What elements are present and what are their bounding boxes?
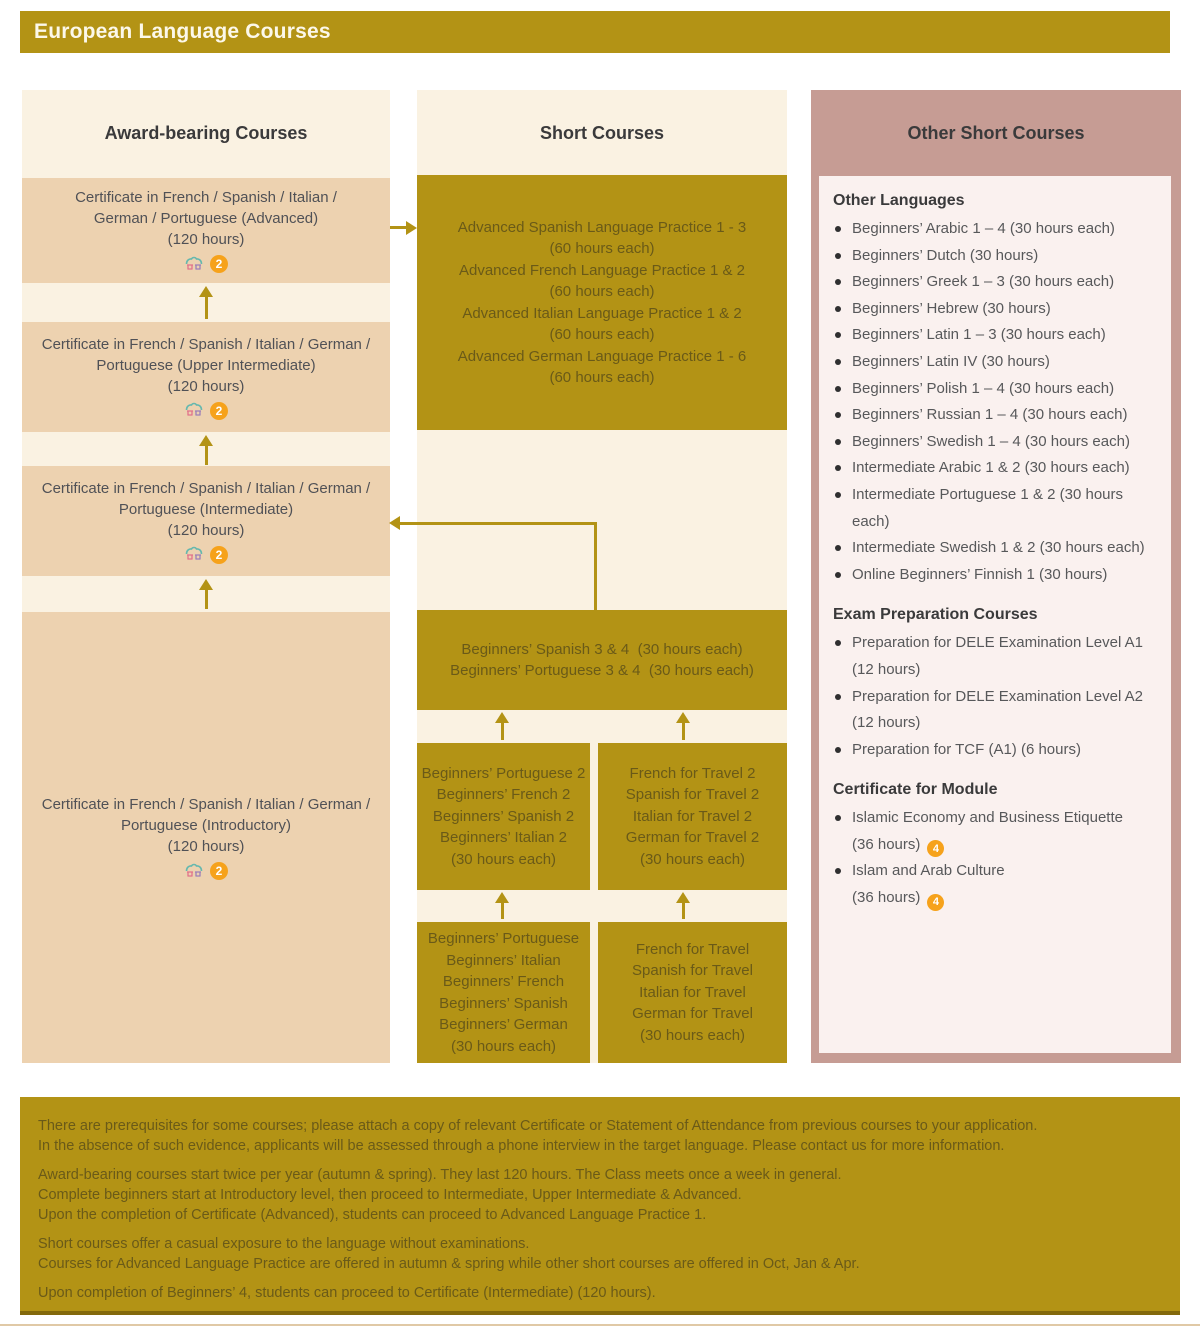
- list-item: [833, 630, 1161, 683]
- bullet-icon: [835, 386, 841, 392]
- icon-row: [184, 545, 228, 565]
- course-line: French for Travel 2: [629, 764, 756, 782]
- certificate-line: German / Portuguese (Advanced): [93, 210, 319, 227]
- course-line: Advanced French Language Practice 1 & 2: [458, 261, 746, 279]
- list-item: [833, 269, 1161, 296]
- count-badge: 2: [210, 546, 228, 564]
- bullet-icon: [835, 815, 841, 821]
- course-line: Beginners’ German: [439, 1016, 568, 1033]
- list-item-subtext: (12 hours): [852, 714, 921, 732]
- certificate-line: (120 hours): [167, 521, 245, 539]
- course-line: French for Travel: [635, 940, 750, 958]
- course-line: Beginners’ Italian: [446, 951, 561, 969]
- certificate-introductory-box: [22, 612, 390, 1063]
- course-line: Spanish for Travel 2: [625, 786, 760, 804]
- note-line: In the absence of such evidence, applicants will be assessed through a phone interview in the target language. Please contact us for more information.: [38, 1138, 1005, 1154]
- bullet-icon: [835, 640, 841, 646]
- note-line: Courses for Advanced Language Practice are offered in autumn & spring while other short courses are offered in Oct, Jan & Apr.: [38, 1256, 860, 1272]
- beginners-level2-box: [417, 743, 590, 890]
- note-paragraph: [38, 1116, 1162, 1156]
- list-item-text: Beginners’ Hebrew (30 hours): [852, 299, 1051, 317]
- section-heading-other-languages: Other Languages: [833, 192, 965, 209]
- school-icon: [184, 546, 204, 563]
- list-item: [833, 376, 1161, 403]
- up-arrow-icon: [199, 286, 213, 319]
- page-title: European Language Courses: [20, 11, 1170, 53]
- list-item-text: Preparation for DELE Examination Level A2: [852, 687, 1143, 705]
- course-line: (30 hours each): [639, 850, 746, 868]
- course-line: Advanced Italian Language Practice 1 & 2: [462, 304, 742, 322]
- list-item-text: Preparation for DELE Examination Level A1: [852, 634, 1143, 652]
- note-line: Short courses offer a casual exposure to the language without examinations.: [38, 1236, 530, 1252]
- course-line: (60 hours each): [549, 283, 655, 300]
- up-arrow-icon: [199, 579, 213, 609]
- note-paragraph: [38, 1165, 1162, 1225]
- icon-row: [184, 401, 228, 421]
- connector-line: [594, 523, 597, 610]
- list-item-subtext: (12 hours): [852, 660, 921, 678]
- icon-row: [184, 254, 228, 274]
- school-icon: [184, 256, 204, 273]
- course-line: Italian for Travel 2: [632, 807, 753, 825]
- list-item: [833, 322, 1161, 349]
- list-item-subtext: (36 hours): [852, 835, 921, 853]
- list-item: [833, 684, 1161, 737]
- other-courses-panel: [819, 176, 1171, 1053]
- course-line: Italian for Travel: [639, 983, 746, 1001]
- course-line: Beginners’ Italian 2: [439, 829, 568, 847]
- list-item: [833, 349, 1161, 376]
- note-paragraph: [38, 1234, 1162, 1274]
- certificate-line: (120 hours): [167, 377, 245, 395]
- list-item-text: Beginners’ Polish 1 – 4 (30 hours each): [852, 379, 1115, 397]
- list-item: [833, 737, 1161, 764]
- certificate-upper-intermediate-box: [22, 322, 390, 432]
- school-icon: [184, 863, 204, 880]
- course-line: German for Travel: [632, 1005, 753, 1023]
- bullet-icon: [835, 306, 841, 312]
- list-item: [833, 562, 1161, 589]
- connector-line: [399, 522, 597, 525]
- list-item-text: Intermediate Portuguese 1 & 2 (30 hours each): [852, 485, 1123, 530]
- certificate-line: Portuguese (Intermediate): [118, 500, 294, 518]
- bullet-icon: [835, 545, 841, 551]
- exam-prep-list: [833, 630, 1161, 763]
- list-item-text: Beginners’ Dutch (30 hours): [852, 246, 1039, 264]
- bullet-icon: [835, 465, 841, 471]
- list-item: [833, 296, 1161, 323]
- travel-level1-box: [598, 922, 787, 1063]
- list-item: [833, 482, 1161, 535]
- count-badge: 2: [210, 255, 228, 273]
- course-line: (60 hours each): [549, 369, 655, 386]
- course-line: Advanced Spanish Language Practice 1 - 3: [457, 218, 747, 236]
- advanced-practice-box: [417, 175, 787, 430]
- bullet-icon: [835, 279, 841, 285]
- note-line: Upon completion of Beginners’ 4, students can proceed to Certificate (Intermediate) (120 hours).: [38, 1285, 656, 1301]
- up-arrow-icon: [199, 435, 213, 465]
- list-item-subtext: (36 hours): [852, 889, 921, 907]
- list-item: [833, 535, 1161, 562]
- course-line: Beginners’ Spanish: [439, 994, 568, 1012]
- bullet-icon: [835, 572, 841, 578]
- course-line: Beginners’ Portuguese 2: [421, 764, 586, 782]
- school-icon: [184, 402, 204, 419]
- other-column-header: Other Short Courses: [907, 123, 1085, 143]
- note-line: There are prerequisites for some courses; please attach a copy of relevant Certificate or Statement of Attendance from previous courses to your application.: [38, 1118, 1038, 1134]
- list-item-text: Beginners’ Latin IV (30 hours): [852, 352, 1050, 370]
- list-item: [833, 429, 1161, 456]
- course-line: (60 hours each): [549, 240, 655, 257]
- list-item: [833, 805, 1161, 858]
- certificate-line: Certificate in French / Spanish / Italian / German /: [41, 335, 371, 353]
- bullet-icon: [835, 747, 841, 753]
- list-item: [833, 858, 1161, 911]
- beginners-level1-box: [417, 922, 590, 1063]
- course-line: Beginners’ Spanish 2: [432, 807, 575, 825]
- course-line: Advanced German Language Practice 1 - 6: [457, 347, 747, 365]
- certificate-line: (120 hours): [167, 838, 245, 855]
- course-line: (60 hours each): [549, 326, 655, 343]
- certificate-line: Certificate in French / Spanish / Italian /: [75, 189, 337, 206]
- course-line: Beginners’ Spanish 3 & 4 (30 hours each): [461, 640, 743, 658]
- left-arrow-icon: [389, 516, 400, 530]
- list-item-text: Beginners’ Arabic 1 – 4 (30 hours each): [852, 220, 1115, 237]
- short-column-header: Short Courses: [539, 123, 665, 143]
- course-line: Beginners’ French 2: [436, 786, 571, 804]
- count-badge: 2: [210, 402, 228, 420]
- count-badge: 4: [927, 840, 944, 857]
- course-line: Beginners’ Portuguese 3 & 4 (30 hours each): [450, 662, 754, 679]
- course-line: (30 hours each): [450, 1037, 557, 1055]
- award-column: [22, 90, 390, 1063]
- note-paragraph: [38, 1283, 1162, 1303]
- bullet-icon: [835, 332, 841, 338]
- course-line: German for Travel 2: [625, 829, 760, 847]
- bullet-icon: [835, 694, 841, 700]
- list-item-text: Beginners’ Greek 1 – 3 (30 hours each): [852, 273, 1115, 291]
- up-arrow-icon: [676, 712, 690, 740]
- list-item-text: Islam and Arab Culture: [852, 862, 1005, 880]
- course-line: (30 hours each): [450, 850, 557, 868]
- note-line: Award-bearing courses start twice per year (autumn & spring). They last 120 hours. The Class meets once a week in general.: [38, 1167, 842, 1183]
- bottom-rule: [0, 1324, 1200, 1326]
- list-item-text: Beginners’ Latin 1 – 3 (30 hours each): [852, 326, 1106, 344]
- list-item-text: Islamic Economy and Business Etiquette: [852, 809, 1123, 827]
- up-arrow-icon: [676, 892, 690, 919]
- list-item: [833, 243, 1161, 270]
- list-item-text: Intermediate Swedish 1 & 2 (30 hours each): [852, 539, 1145, 557]
- right-arrow-icon: [406, 221, 417, 235]
- count-badge: 4: [927, 894, 944, 911]
- course-line: Spanish for Travel: [632, 962, 753, 980]
- footer-notes: [20, 1097, 1180, 1315]
- bullet-icon: [835, 226, 841, 232]
- award-column-header: Award-bearing Courses: [104, 123, 308, 143]
- list-item-text: Preparation for TCF (A1) (6 hours): [852, 740, 1081, 758]
- list-item-text: Intermediate Arabic 1 & 2 (30 hours each): [852, 459, 1130, 477]
- count-badge: 2: [210, 862, 228, 880]
- course-line: Beginners’ Portuguese: [427, 930, 580, 947]
- bullet-icon: [835, 439, 841, 445]
- up-arrow-icon: [495, 892, 509, 919]
- course-line: Beginners’ French: [442, 973, 565, 990]
- note-line: Complete beginners start at Introductory level, then proceed to Intermediate, Upper Intermediate & Advanced.: [38, 1187, 742, 1203]
- certificate-line: Portuguese (Introductory): [120, 817, 292, 834]
- note-line: Upon the completion of Certificate (Advanced), students can proceed to Advanced Language Practice 1.: [38, 1207, 707, 1223]
- list-item-text: Online Beginners’ Finnish 1 (30 hours): [852, 565, 1108, 583]
- certificate-module-list: [833, 805, 1161, 911]
- certificate-line: (120 hours): [167, 231, 245, 248]
- list-item-text: Beginners’ Swedish 1 – 4 (30 hours each): [852, 432, 1130, 450]
- bullet-icon: [835, 253, 841, 259]
- up-arrow-icon: [495, 712, 509, 740]
- certificate-advanced-box: [22, 178, 390, 283]
- bullet-icon: [835, 412, 841, 418]
- bullet-icon: [835, 359, 841, 365]
- other-languages-list: [833, 216, 1161, 588]
- list-item-text: Beginners’ Russian 1 – 4 (30 hours each): [852, 406, 1128, 424]
- icon-row: [184, 861, 228, 881]
- bullet-icon: [835, 492, 841, 498]
- list-item: [833, 402, 1161, 429]
- list-item: [833, 455, 1161, 482]
- beginners-3-4-box: [417, 610, 787, 710]
- list-item: [833, 216, 1161, 243]
- course-line: (30 hours each): [639, 1026, 746, 1044]
- bullet-icon: [835, 868, 841, 874]
- short-column: [417, 90, 787, 1063]
- certificate-intermediate-box: [22, 466, 390, 576]
- certificate-line: Certificate in French / Spanish / Italian / German /: [41, 479, 371, 497]
- certificate-line: Portuguese (Upper Intermediate): [96, 356, 316, 374]
- section-heading-exam-prep: Exam Preparation Courses: [833, 606, 1038, 624]
- section-heading-certificate-module: Certificate for Module: [833, 781, 998, 799]
- certificate-line: Certificate in French / Spanish / Italian / German /: [41, 796, 371, 813]
- other-column: [811, 90, 1181, 1063]
- travel-level2-box: [598, 743, 787, 890]
